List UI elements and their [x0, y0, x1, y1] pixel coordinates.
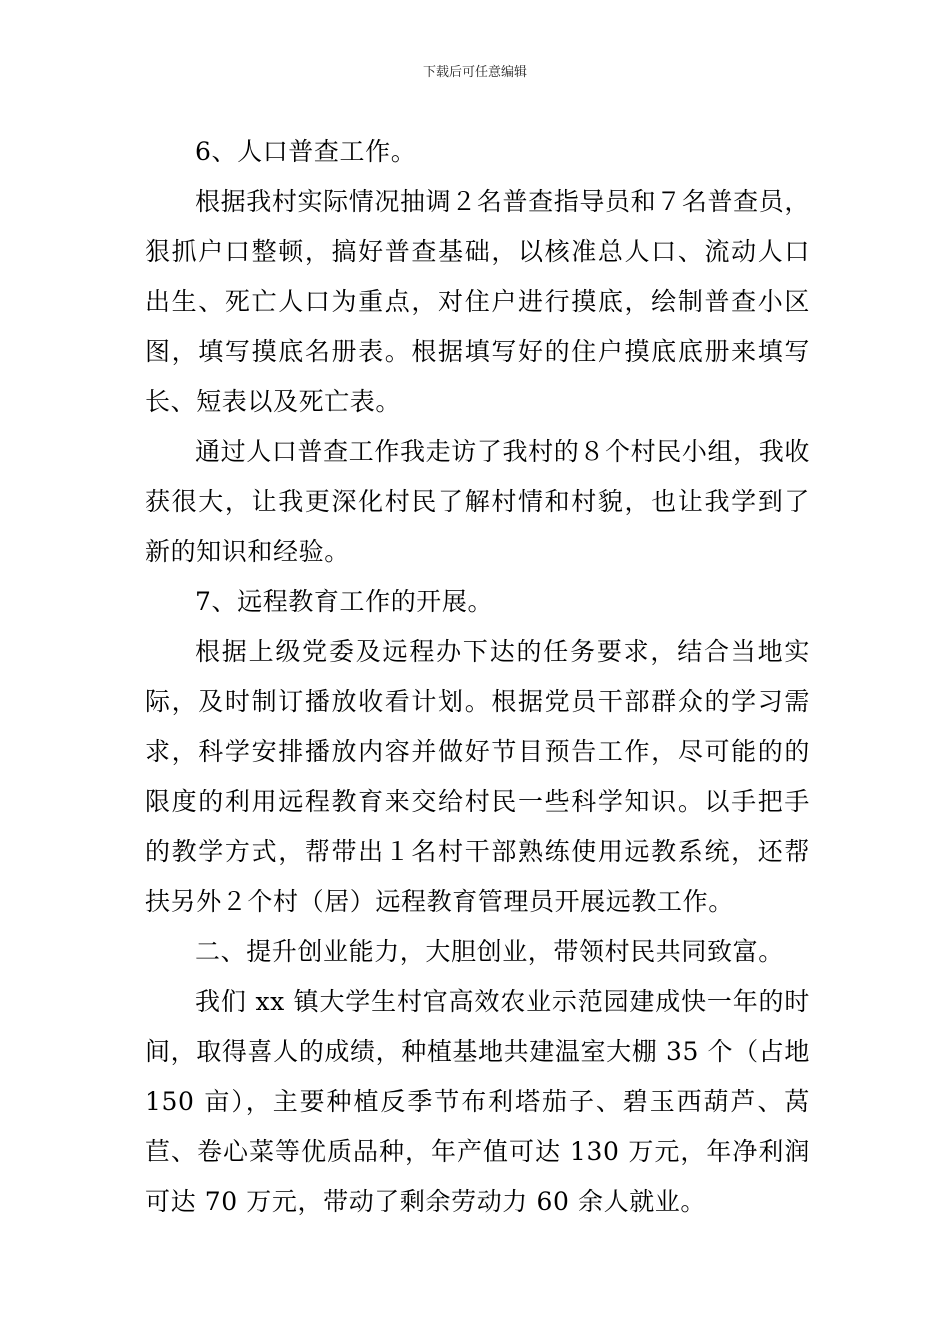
paragraph-census-gains: 通过人口普查工作我走访了我村的８个村民小组，我收获很大，让我更深化村民了解村情和村貌，也让我学到了新的知识和经验。 — [145, 437, 810, 566]
section-heading-census: 6、人口普查工作。 — [195, 137, 417, 166]
paragraph-agriculture-park: 我们 xx 镇大学生村官高效农业示范园建成快一年的时间，取得喜人的成绩，种植基地共建温室大棚 35 个（占地 150 亩），主要种植反季节布利塔茄子、碧玉西葫芦、莴苣、卷心菜等优质品种，年产值可达 130 万元，年净利润可达 70 万元，带动了剩余劳动力 60 余人就业。 — [145, 987, 810, 1216]
section-heading-entrepreneurship: 二、提升创业能力，大胆创业，带领村民共同致富。 — [195, 937, 784, 966]
paragraph-remote-education: 根据上级党委及远程办下达的任务要求，结合当地实际，及时制订播放收看计划。根据党员干部群众的学习需求，科学安排播放内容并做好节目预告工作，尽可能的的限度的利用远程教育来交给村民一些科学知识。以手把手的教学方式，帮带出１名村干部熟练使用远教系统，还帮扶另外２个村（居）远程教育管理员开展远教工作。 — [145, 637, 810, 916]
document-body — [145, 127, 810, 1227]
paragraph-census-work: 根据我村实际情况抽调２名普查指导员和７名普查员，狠抓户口整顿，搞好普查基础，以核准总人口、流动人口出生、死亡人口为重点，对住户进行摸底，绘制普查小区图，填写摸底名册表。根据填写好的住户摸底底册来填写长、短表以及死亡表。 — [145, 187, 810, 416]
section-heading-remote-education: 7、远程教育工作的开展。 — [195, 587, 494, 616]
page-header: 下载后可任意编辑 — [422, 65, 527, 80]
